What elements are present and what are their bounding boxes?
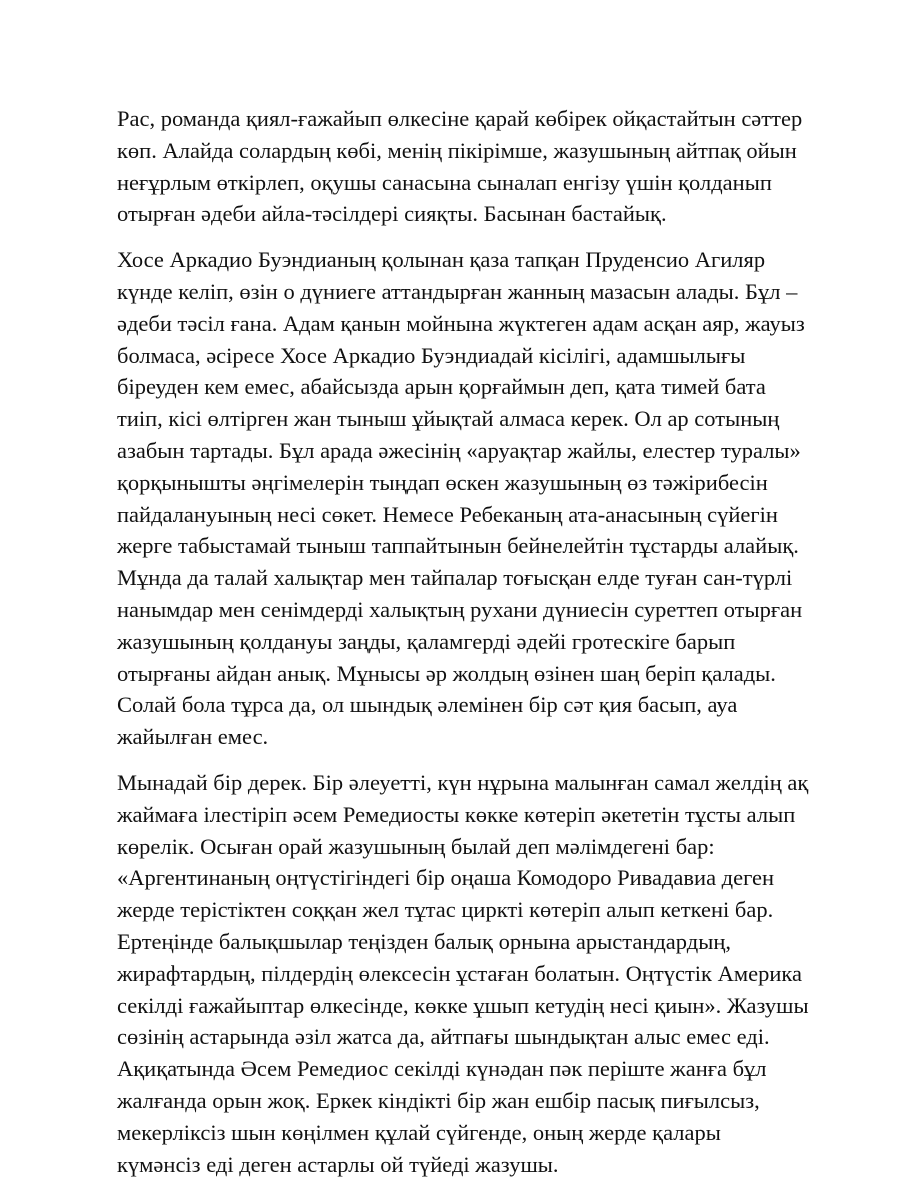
document-page xyxy=(117,103,817,1194)
text-line: мекерліксіз шын көңілмен құлай сүйгенде, оның жерде қалары xyxy=(117,1119,721,1145)
text-line: пайдалануының несі сөкет. Немесе Ребеканың ата-анасының сүйегін xyxy=(117,501,778,527)
text-line: Ертеңінде балықшылар теңізден балық орнына арыстандардың, xyxy=(117,928,731,954)
text-line: жаймаға ілестіріп әсем Ремедиосты көкке көтеріп әкететін тұсты алып xyxy=(117,801,796,827)
text-line: көп. Алайда солардың көбі, менің пікірімше, жазушының айтпақ ойын xyxy=(117,137,797,163)
text-line: нанымдар мен сенімдерді халықтың рухани дүниесін суреттеп отырған xyxy=(117,596,803,622)
text-line: жайылған емес. xyxy=(117,724,269,750)
paragraph xyxy=(117,103,817,230)
text-line: Хосе Аркадио Буэндианың қолынан қаза тапқан Пруденсио Агиляр xyxy=(117,247,766,273)
text-line: отырғаны айдан анық. Мұнысы әр жолдың өзінен шаң беріп қалады. xyxy=(117,660,776,686)
text-line: азабын тартады. Бұл арада әжесінің «аруақтар жайлы, елестер туралы» xyxy=(117,437,801,463)
text-line: көрелік. Осыған орай жазушының былай деп мәлімдегені бар: xyxy=(117,833,715,859)
text-line: жирафтардың, пілдердің өлексесін ұстаған болатын. Оңтүстік Америка xyxy=(117,960,802,986)
text-line: секілді ғажайыптар өлкесінде, көкке ұшып кетудің несі қиын». Жазушы xyxy=(117,992,809,1018)
text-line: Мынадай бір дерек. Бір әлеуетті, күн нұрына малынған самал желдің ақ xyxy=(117,769,809,795)
text-line: «Аргентинаның оңтүстігіндегі бір оңаша Комодоро Ривадавиа деген xyxy=(117,865,775,891)
text-line: тиіп, кісі өлтірген жан тыныш ұйықтай алмаса керек. Ол ар сотының xyxy=(117,406,780,432)
text-line: қорқынышты әңгімелерін тыңдап өскен жазушының өз тәжірибесін xyxy=(117,469,768,495)
text-line: неғұрлым өткірлеп, оқушы санасына сыналап енгізу үшін қолданып xyxy=(117,169,772,195)
text-line: жерге табыстамай тыныш таппайтынын бейнелейтін тұстарды алайық. xyxy=(117,533,799,559)
text-line: әдеби тәсіл ғана. Адам қанын мойнына жүктеген адам асқан аяр, жауыз xyxy=(117,310,805,336)
text-line: күнде келіп, өзін о дүниеге аттандырған жанның мазасын алады. Бұл – xyxy=(117,278,798,304)
paragraph xyxy=(117,767,817,1180)
text-line: жалғанда орын жоқ. Еркек кіндікті бір жан ешбір пасық пиғылсыз, xyxy=(117,1087,760,1113)
text-line: Рас, романда қиял-ғажайып өлкесіне қарай көбірек ойқастайтын сәттер xyxy=(117,106,803,131)
text-line: Мұнда да талай халықтар мен тайпалар тоғысқан елде туған сан-түрлі xyxy=(117,565,793,591)
text-line: Солай бола тұрса да, ол шындық әлемінен бір сәт қия басып, ауа xyxy=(117,692,738,718)
text-line: сөзінің астарында әзіл жатса да, айтпағы шындықтан алыс емес еді. xyxy=(117,1024,770,1050)
text-line: жазушының қолдануы заңды, қаламгерді әдейі гротескіге барып xyxy=(117,628,736,654)
text-line: біреуден кем емес, абайсызда арын қорғаймын деп, қата тимей бата xyxy=(117,374,766,400)
text-line: отырған әдеби айла-тәсілдері сияқты. Басынан бастайық. xyxy=(117,201,667,227)
text-line: болмаса, әсіресе Хосе Аркадио Буэндиадай кісілігі, адамшылығы xyxy=(117,342,746,368)
text-line: Ақиқатында Әсем Ремедиос секілді күнәдан пәк періште жанға бұл xyxy=(117,1056,767,1082)
text-line: жерде терістіктен соққан жел тұтас циркті көтеріп алып кеткені бар. xyxy=(117,897,774,923)
paragraph xyxy=(117,244,817,753)
text-line: күмәнсіз еді деген астарлы ой түйеді жазушы. xyxy=(117,1151,559,1177)
